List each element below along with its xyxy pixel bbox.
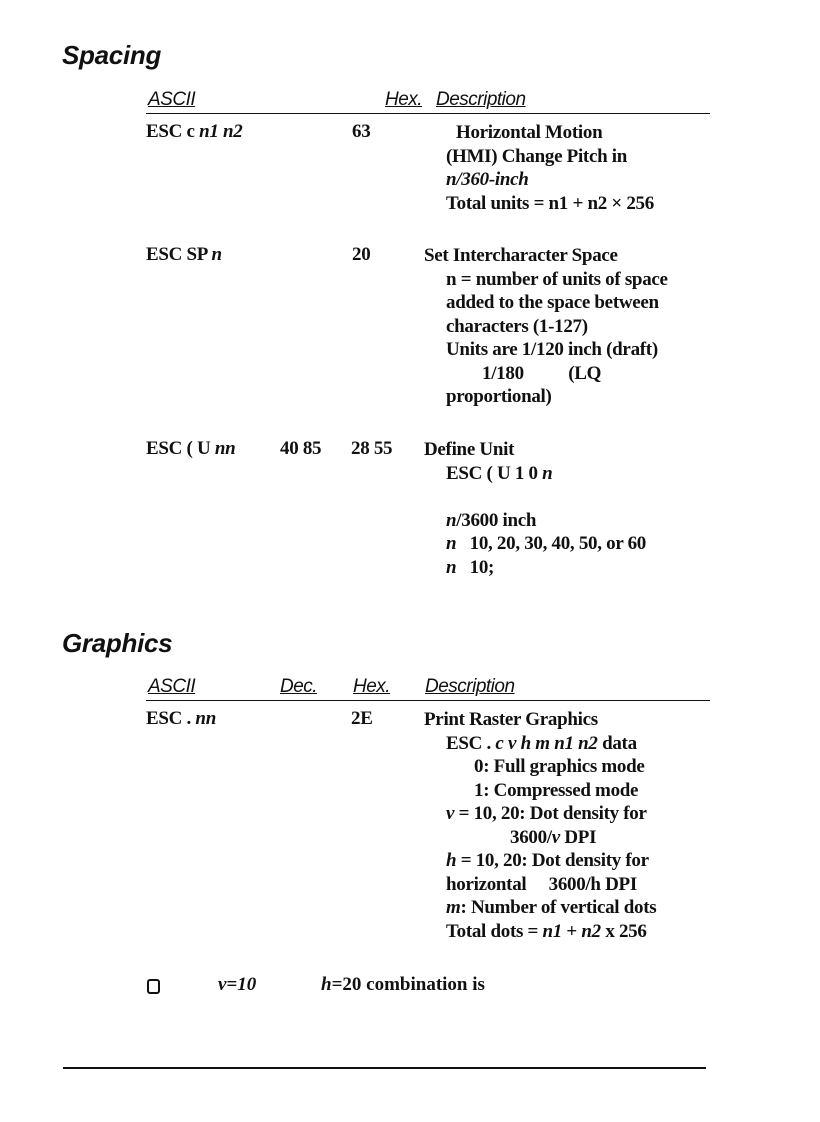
desc-line: n 10; [446,556,495,578]
desc-line: (HMI) Change Pitch in [446,145,628,167]
desc-line: characters (1-127) [446,315,588,337]
desc-line: Set Intercharacter Space [424,245,618,266]
spacing-row-hex: 63 [352,121,371,142]
desc-line: added to the space between [446,292,659,313]
desc-line: ESC . c v h m n1 n2 data [446,732,637,754]
desc-line: Units are 1/120 inch (draft) [446,339,658,360]
desc-line: 1/180 (LQ [482,362,602,384]
desc-line: m: Number of vertical dots [446,897,657,918]
desc-line: h = 10, 20: Dot density for [446,850,649,871]
desc-line: n/360-inch [446,169,529,190]
desc-line: n 10, 20, 30, 40, 50, or 60 [446,533,646,554]
spacing-section-title: Spacing [62,40,162,70]
desc-line: v = 10, 20: Dot density for [446,803,647,824]
graphics-description-header: Description [425,676,515,697]
graphics-section-title: Graphics [62,628,173,658]
desc-line: proportional) [446,386,552,407]
graphics-row-description [424,708,656,943]
graphics-row-hex: 2E [351,708,373,729]
spacing-ascii-header: ASCII [148,89,196,110]
graphics-ascii-header: ASCII [148,676,196,697]
desc-line: n = number of units of space [446,268,668,290]
spacing-row-ascii: ESC ( U nn [146,438,236,459]
spacing-row-description [446,121,654,215]
spacing-row-ascii: ESC c n1 n2 [146,121,243,142]
desc-line: horizontal 3600/h DPI [446,873,637,895]
desc-line: n/3600 inch [446,509,537,531]
desc-line: Total units = n1 + n2 × 256 [446,192,654,214]
desc-line: Horizontal Motion [456,122,603,143]
desc-line: 3600/v DPI [510,826,597,848]
spacing-row-dec: 40 85 [280,438,322,459]
spacing-row-ascii: ESC SP n [146,244,222,265]
footer-rule [63,1067,706,1069]
desc-line: Define Unit [424,439,515,460]
spacing-hex-header: Hex. [385,89,423,110]
spacing-row-hex: 20 [352,244,371,265]
note-v-value: v=10 [218,974,257,995]
spacing-description-header: Description [436,89,526,110]
desc-line: Total dots = n1 + n2 x 256 [446,920,647,942]
note-h-text: h=20 combination is [321,974,485,995]
spacing-row-hex: 28 55 [351,438,393,459]
spacing-row-description [424,244,668,409]
desc-line: Print Raster Graphics [424,709,598,730]
graphics-hex-header: Hex. [353,676,391,697]
desc-line: 0: Full graphics mode [474,756,645,777]
graphics-dec-header: Dec. [280,676,318,697]
spacing-row-description [424,438,646,579]
desc-line: 1: Compressed mode [474,779,639,801]
desc-line [424,485,646,509]
spacing-header-rule [146,113,710,114]
graphics-header-rule [146,700,710,701]
desc-line: ESC ( U 1 0 n [446,462,553,484]
graphics-row-ascii: ESC . nn [146,708,216,729]
note-bullet-icon [147,979,160,994]
